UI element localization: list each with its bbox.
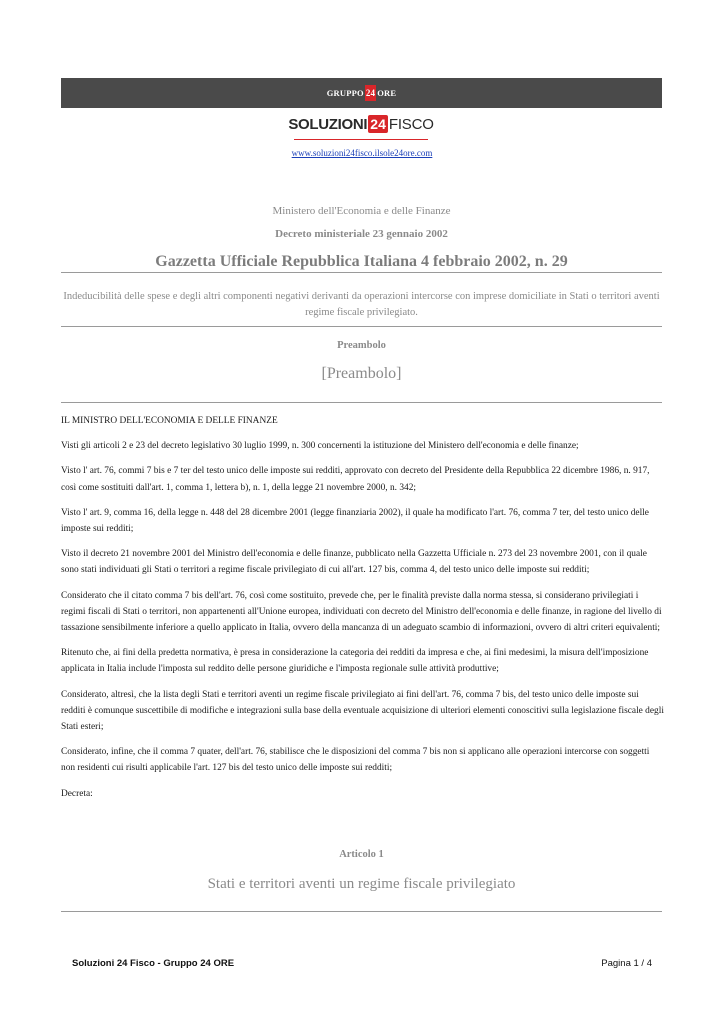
paragraph: Considerato che il citato comma 7 bis dell'art. 76, così come sostituito, prevede che, per le finalità previste dalla norma stessa, si considerano privilegiati i regimi fiscali di Stati o territori, non appartenenti all'Unione europea, individuati con decreto del Ministro dell'economia e delle finanze, in ragione del livello di tassazione sensibilmente inferiore a quello applicato in Italia, ovvero della mancanza di un adeguato scambio di informazioni, ovvero di altri criteri equivalenti;	[61, 590, 662, 634]
paragraph: IL MINISTRO DELL'ECONOMIA E DELLE FINANZE	[61, 416, 278, 426]
soluzioni24fisco-logo	[288, 109, 434, 140]
gruppo-logo-number: 24	[365, 85, 376, 101]
logo-fisco-text: FISCO	[388, 115, 434, 133]
paragraph: Decreta:	[61, 788, 93, 799]
articolo-heading: Stati e territori aventi un regime fiscale privilegiato	[207, 876, 516, 892]
page-number: Pagina 1 / 4	[601, 958, 652, 969]
header-bar	[61, 78, 662, 108]
ministry-name: Ministero dell'Economia e delle Finanze	[272, 205, 451, 217]
gruppo-logo-ore: ORE	[377, 88, 397, 98]
preamble-body	[61, 413, 664, 811]
footer-publisher: Soluzioni 24 Fisco - Gruppo 24 ORE	[72, 958, 235, 969]
paragraph: Considerato, infine, che il comma 7 quater, dell'art. 76, stabilisce che le disposizioni del comma 7 bis non si applicano alle operazioni intercorse con soggetti non residenti cui risulti applicabile l'art. 127 bis del testo unico delle imposte sui redditi;	[61, 747, 650, 774]
divider	[61, 326, 662, 327]
paragraph: Visto l' art. 9, comma 16, della legge n. 448 del 28 dicembre 2001 (legge finanziaria 2002), il quale ha modificato l'art. 76, comma 7 ter, del testo unico delle imposte sui redditi;	[61, 507, 649, 535]
preambolo-label: Preambolo	[337, 340, 386, 351]
gruppo24ore-logo	[327, 85, 397, 101]
gazzetta-heading: Gazzetta Ufficiale Repubblica Italiana 4 febbraio 2002, n. 29	[155, 253, 568, 270]
divider	[61, 272, 662, 273]
paragraph: Considerato, altresì, che la lista degli Stati e territori aventi un regime fiscale privilegiato ai fini dell'art. 76, comma 7 bis, del testo unico delle imposte sui redditi è comunque suscettibile di modifiche e integrazioni sulla base della eventuale acquisizione di ulteriori elementi conoscitivi sulla legislazione fiscale degli Stati esteri;	[61, 689, 664, 733]
divider	[61, 911, 662, 912]
divider	[61, 402, 662, 403]
gruppo-logo-text: GRUPPO	[326, 88, 364, 98]
decree-title: Decreto ministeriale 23 gennaio 2002	[275, 228, 448, 240]
logo-24-badge: 24	[370, 116, 386, 132]
logo-soluzioni-text: SOLUZIONI	[288, 115, 368, 133]
paragraph: Visto l' art. 76, commi 7 bis e 7 ter del testo unico delle imposte sui redditi, approvato con decreto del Presidente della Repubblica 22 dicembre 1986, n. 917, così come sostituiti dall'art. 1, comma 1, lettera b), n. 1, della legge 21 novembre 2000, n. 342;	[61, 466, 650, 493]
decree-subject: Indeducibilità delle spese e degli altri componenti negativi derivanti da operazioni intercorse con imprese domiciliate in Stati o territori aventi regime fiscale privilegiato.	[63, 291, 660, 318]
paragraph: Visti gli articoli 2 e 23 del decreto legislativo 30 luglio 1999, n. 300 concernenti la istituzione del Ministero dell'economia e delle finanze;	[61, 441, 579, 452]
articolo-label: Articolo 1	[339, 849, 384, 860]
site-link[interactable]: www.soluzioni24fisco.ilsole24ore.com	[291, 148, 433, 158]
paragraph: Ritenuto che, ai fini della predetta normativa, è presa in considerazione la categoria dei redditi da impresa e che, ai fini medesimi, la misura dell'imposizione applicata in Italia include l'imposta sul reddito delle persone giuridiche e l'imposta regionale sulle attività produttive;	[61, 648, 649, 675]
paragraph: Visto il decreto 21 novembre 2001 del Ministro dell'economia e delle finanze, pubblicato nella Gazzetta Ufficiale n. 273 del 23 novembre 2001, con il quale sono stati individuati gli Stati o territori a regime fiscale privilegiato di cui all'art. 127 bis, comma 4, del testo unico delle imposte sui redditi;	[61, 549, 647, 576]
preambolo-heading: [Preambolo]	[321, 365, 402, 382]
